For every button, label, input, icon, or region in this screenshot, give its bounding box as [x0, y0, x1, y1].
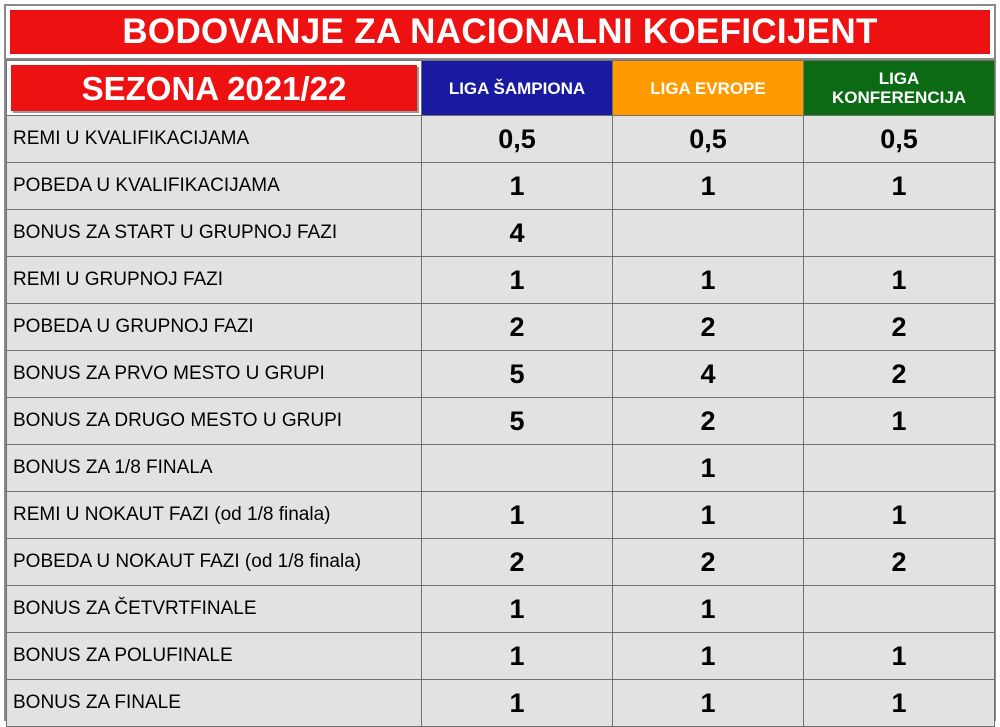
- conference-header-line1: LIGA: [878, 69, 920, 88]
- champions-league-points: [422, 445, 613, 492]
- table-row: [7, 116, 995, 163]
- table-row: [7, 304, 995, 351]
- champions-league-points: 2: [422, 304, 613, 351]
- column-header-champions-league: LIGA ŠAMPIONA: [422, 61, 613, 116]
- row-label: BONUS ZA START U GRUPNOJ FAZI: [7, 210, 422, 257]
- row-label: BONUS ZA PRVO MESTO U GRUPI: [7, 351, 422, 398]
- conference-league-points: 2: [804, 539, 995, 586]
- table-row: [7, 586, 995, 633]
- page-title: BODOVANJE ZA NACIONALNI KOEFICIJENT: [10, 10, 990, 54]
- row-label: POBEDA U GRUPNOJ FAZI: [7, 304, 422, 351]
- row-label: REMI U KVALIFIKACIJAMA: [7, 116, 422, 163]
- conference-league-points: 1: [804, 398, 995, 445]
- europa-league-points: 1: [613, 445, 804, 492]
- europa-league-points: 2: [613, 539, 804, 586]
- champions-league-points: 0,5: [422, 116, 613, 163]
- table-row: [7, 210, 995, 257]
- conference-league-points: 1: [804, 257, 995, 304]
- europa-league-points: [613, 210, 804, 257]
- conference-league-points: 1: [804, 163, 995, 210]
- row-label: BONUS ZA FINALE: [7, 680, 422, 727]
- conference-league-points: 0,5: [804, 116, 995, 163]
- row-label: BONUS ZA DRUGO MESTO U GRUPI: [7, 398, 422, 445]
- europa-league-points: 1: [613, 680, 804, 727]
- champions-league-points: 1: [422, 586, 613, 633]
- champions-league-points: 2: [422, 539, 613, 586]
- conference-league-points: [804, 210, 995, 257]
- europa-league-points: 0,5: [613, 116, 804, 163]
- conference-league-points: 1: [804, 492, 995, 539]
- row-label: BONUS ZA POLUFINALE: [7, 633, 422, 680]
- row-label: BONUS ZA 1/8 FINALA: [7, 445, 422, 492]
- champions-league-points: 5: [422, 351, 613, 398]
- table-row: [7, 633, 995, 680]
- champions-league-points: 1: [422, 492, 613, 539]
- table-row: [7, 163, 995, 210]
- champions-league-points: 1: [422, 163, 613, 210]
- champions-league-points: 4: [422, 210, 613, 257]
- title-banner: [6, 6, 994, 58]
- europa-league-points: 1: [613, 257, 804, 304]
- table-row: [7, 351, 995, 398]
- points-sheet: [4, 4, 996, 721]
- row-label: BONUS ZA ČETVRTFINALE: [7, 586, 422, 633]
- header-row: [7, 61, 995, 116]
- column-header-conference-league: [804, 61, 995, 116]
- conference-league-points: [804, 586, 995, 633]
- europa-league-points: 2: [613, 304, 804, 351]
- champions-league-points: 1: [422, 680, 613, 727]
- season-label: SEZONA 2021/22: [11, 65, 417, 111]
- europa-league-points: 1: [613, 586, 804, 633]
- conference-league-points: 1: [804, 680, 995, 727]
- table-row: [7, 492, 995, 539]
- champions-league-points: 5: [422, 398, 613, 445]
- conference-league-points: 2: [804, 351, 995, 398]
- table-row: [7, 539, 995, 586]
- points-rows: [7, 116, 995, 727]
- conference-league-points: [804, 445, 995, 492]
- conference-league-points: 1: [804, 633, 995, 680]
- europa-league-points: 4: [613, 351, 804, 398]
- row-label: REMI U NOKAUT FAZI (od 1/8 finala): [7, 492, 422, 539]
- column-header-europa-league: LIGA EVROPE: [613, 61, 804, 116]
- row-label: POBEDA U KVALIFIKACIJAMA: [7, 163, 422, 210]
- season-cell: [7, 61, 422, 116]
- europa-league-points: 1: [613, 163, 804, 210]
- row-label: REMI U GRUPNOJ FAZI: [7, 257, 422, 304]
- europa-league-points: 2: [613, 398, 804, 445]
- conference-header-line2: KONFERENCIJA: [831, 88, 967, 107]
- europa-league-points: 1: [613, 492, 804, 539]
- champions-league-points: 1: [422, 633, 613, 680]
- table-row: [7, 680, 995, 727]
- conference-league-points: 2: [804, 304, 995, 351]
- europa-league-points: 1: [613, 633, 804, 680]
- table-row: [7, 445, 995, 492]
- row-label: POBEDA U NOKAUT FAZI (od 1/8 finala): [7, 539, 422, 586]
- table-row: [7, 398, 995, 445]
- table-row: [7, 257, 995, 304]
- champions-league-points: 1: [422, 257, 613, 304]
- points-table: [6, 60, 995, 727]
